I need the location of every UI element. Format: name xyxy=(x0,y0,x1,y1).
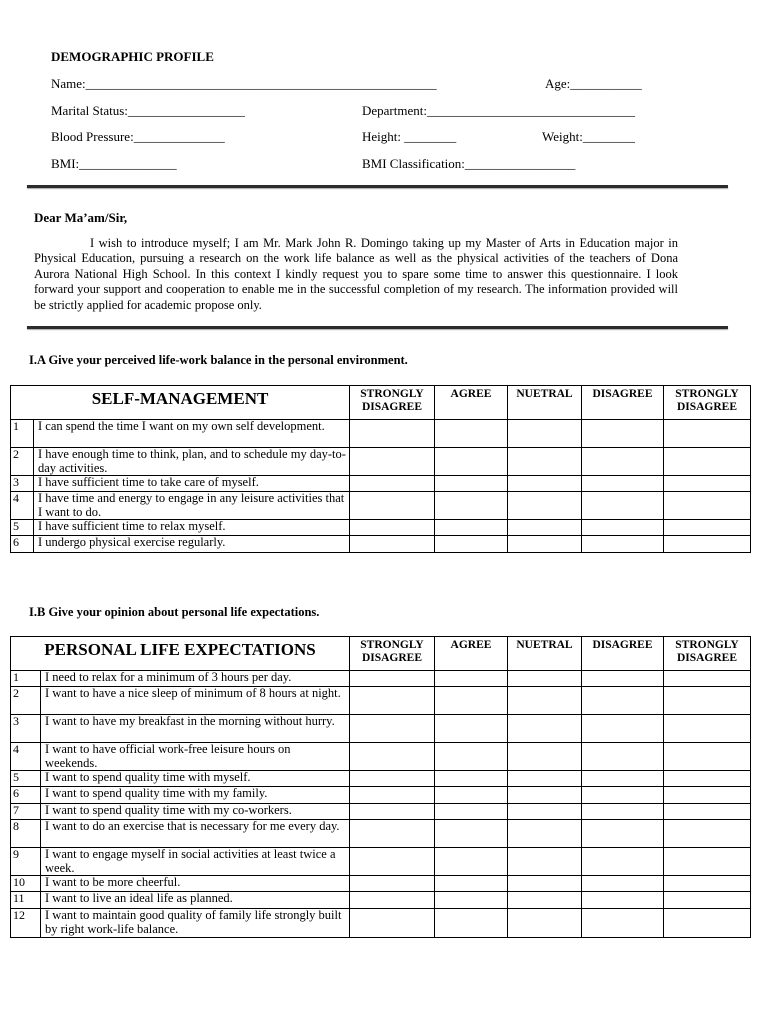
demographic-heading: DEMOGRAPHIC PROFILE xyxy=(51,49,214,64)
response-cell[interactable] xyxy=(508,804,582,820)
response-cell[interactable] xyxy=(435,715,508,743)
response-cell[interactable] xyxy=(435,687,508,715)
response-cell[interactable] xyxy=(508,771,582,787)
table-row xyxy=(11,771,751,787)
table-row xyxy=(11,892,751,909)
section-b-instruction: I.B Give your opinion about personal life expectations. xyxy=(29,605,320,619)
item-text: I want to be more cheerful. xyxy=(41,876,350,892)
item-text: I want to engage myself in social activities at least twice a week. xyxy=(41,848,350,876)
response-cell[interactable] xyxy=(664,804,751,820)
scale-strongly-disagree-2: STRONGLY DISAGREE xyxy=(664,637,751,671)
response-cell[interactable] xyxy=(582,520,664,536)
table-row xyxy=(11,492,751,520)
response-cell[interactable] xyxy=(508,687,582,715)
table-row xyxy=(11,476,751,492)
response-cell[interactable] xyxy=(664,492,751,520)
item-number: 3 xyxy=(11,715,41,743)
scale-neutral: NUETRAL xyxy=(508,386,582,420)
scale-strongly-disagree: STRONGLY DISAGREE xyxy=(350,637,435,671)
response-cell[interactable] xyxy=(664,476,751,492)
response-cell[interactable] xyxy=(508,892,582,909)
response-cell[interactable] xyxy=(664,743,751,771)
marital-status-field[interactable]: Marital Status:__________________ xyxy=(51,103,245,118)
response-cell[interactable] xyxy=(664,892,751,909)
item-number: 12 xyxy=(11,909,41,938)
response-cell[interactable] xyxy=(435,476,508,492)
item-text: I want to spend quality time with myself. xyxy=(41,771,350,787)
table-row xyxy=(11,520,751,536)
blood-pressure-field[interactable]: Blood Pressure:______________ xyxy=(51,129,225,144)
response-cell[interactable] xyxy=(508,671,582,687)
table-row xyxy=(11,420,751,448)
response-cell[interactable] xyxy=(508,787,582,804)
item-text: I have time and energy to engage in any leisure activities that I want to do. xyxy=(34,492,350,520)
response-cell[interactable] xyxy=(582,876,664,892)
response-cell[interactable] xyxy=(350,743,435,771)
letter-salutation: Dear Ma’am/Sir, xyxy=(34,210,128,225)
table-row xyxy=(11,687,751,715)
table-row xyxy=(11,804,751,820)
table-row xyxy=(11,671,751,687)
item-number: 2 xyxy=(11,687,41,715)
section-a-instruction: I.A Give your perceived life-work balance in the personal environment. xyxy=(29,353,408,367)
table-row xyxy=(11,820,751,848)
response-cell[interactable] xyxy=(582,492,664,520)
response-cell[interactable] xyxy=(664,771,751,787)
response-cell[interactable] xyxy=(582,848,664,876)
response-cell[interactable] xyxy=(508,820,582,848)
item-text: I need to relax for a minimum of 3 hours per day. xyxy=(41,671,350,687)
response-cell[interactable] xyxy=(435,520,508,536)
age-field[interactable]: Age:___________ xyxy=(545,76,642,91)
item-number: 6 xyxy=(11,787,41,804)
divider-top xyxy=(27,185,728,188)
table-title: SELF-MANAGEMENT xyxy=(11,386,350,420)
response-cell[interactable] xyxy=(582,820,664,848)
response-cell[interactable] xyxy=(435,771,508,787)
item-number: 3 xyxy=(11,476,34,492)
item-text: I want to maintain good quality of family life strongly built by right work-life balance. xyxy=(41,909,350,938)
response-cell[interactable] xyxy=(664,671,751,687)
response-cell[interactable] xyxy=(350,420,435,448)
response-cell[interactable] xyxy=(508,715,582,743)
response-cell[interactable] xyxy=(508,448,582,476)
item-number: 10 xyxy=(11,876,41,892)
table-row xyxy=(11,876,751,892)
height-field[interactable]: Height: ________ xyxy=(362,129,457,144)
item-number: 4 xyxy=(11,743,41,771)
item-number: 5 xyxy=(11,520,34,536)
response-cell[interactable] xyxy=(435,492,508,520)
item-text: I want to live an ideal life as planned. xyxy=(41,892,350,909)
response-cell[interactable] xyxy=(350,687,435,715)
table-row xyxy=(11,909,751,938)
table-header-row xyxy=(11,637,751,671)
response-cell[interactable] xyxy=(582,671,664,687)
table-header-row xyxy=(11,386,751,420)
response-cell[interactable] xyxy=(508,848,582,876)
item-text: I can spend the time I want on my own self development. xyxy=(34,420,350,448)
table-row xyxy=(11,536,751,553)
response-cell[interactable] xyxy=(508,743,582,771)
response-cell[interactable] xyxy=(582,448,664,476)
item-text: I want to do an exercise that is necessary for me every day. xyxy=(41,820,350,848)
response-cell[interactable] xyxy=(350,787,435,804)
item-number: 4 xyxy=(11,492,34,520)
scale-disagree: DISAGREE xyxy=(582,386,664,420)
response-cell[interactable] xyxy=(664,420,751,448)
item-number: 8 xyxy=(11,820,41,848)
response-cell[interactable] xyxy=(664,715,751,743)
response-cell[interactable] xyxy=(350,492,435,520)
response-cell[interactable] xyxy=(435,787,508,804)
item-text: I want to have a nice sleep of minimum of 8 hours at night. xyxy=(41,687,350,715)
response-cell[interactable] xyxy=(350,892,435,909)
response-cell[interactable] xyxy=(435,671,508,687)
response-cell[interactable] xyxy=(350,536,435,553)
response-cell[interactable] xyxy=(582,687,664,715)
response-cell[interactable] xyxy=(664,820,751,848)
response-cell[interactable] xyxy=(508,520,582,536)
response-cell[interactable] xyxy=(435,876,508,892)
response-cell[interactable] xyxy=(350,448,435,476)
scale-strongly-disagree-2: STRONGLY DISAGREE xyxy=(664,386,751,420)
item-number: 1 xyxy=(11,671,41,687)
response-cell[interactable] xyxy=(350,476,435,492)
response-cell[interactable] xyxy=(582,420,664,448)
response-cell[interactable] xyxy=(664,536,751,553)
weight-field[interactable]: Weight:________ xyxy=(542,129,635,144)
response-cell[interactable] xyxy=(664,448,751,476)
item-number: 6 xyxy=(11,536,34,553)
department-field[interactable]: Department:________________________________ xyxy=(362,103,635,118)
response-cell[interactable] xyxy=(664,687,751,715)
response-cell[interactable] xyxy=(435,743,508,771)
response-cell[interactable] xyxy=(508,536,582,553)
response-cell[interactable] xyxy=(582,536,664,553)
item-number: 1 xyxy=(11,420,34,448)
scale-neutral: NUETRAL xyxy=(508,637,582,671)
response-cell[interactable] xyxy=(435,420,508,448)
scale-strongly-disagree: STRONGLY DISAGREE xyxy=(350,386,435,420)
letter-body: I wish to introduce myself; I am Mr. Mark John R. Domingo taking up my Master of Arts in Education major in Physical Education, pursuing a research on the work life balance as well as the physical activities of the teachers of Dona Aurora National High School. In this context I kindly request you to spare some time to answer this questionnaire. I look forward your support and cooperation to enable me in the successful completion of my research. The information provided will be strictly applied for academic propose only. xyxy=(34,236,678,312)
response-cell[interactable] xyxy=(582,743,664,771)
item-text: I have sufficient time to relax myself. xyxy=(34,520,350,536)
item-text: I want to have official work-free leisure hours on weekends. xyxy=(41,743,350,771)
response-cell[interactable] xyxy=(664,520,751,536)
response-cell[interactable] xyxy=(508,909,582,938)
item-text: I want to have my breakfast in the morning without hurry. xyxy=(41,715,350,743)
scale-agree: AGREE xyxy=(435,637,508,671)
item-text: I want to spend quality time with my co-workers. xyxy=(41,804,350,820)
response-cell[interactable] xyxy=(508,876,582,892)
response-cell[interactable] xyxy=(350,671,435,687)
divider-bottom xyxy=(27,326,728,329)
response-cell[interactable] xyxy=(664,876,751,892)
item-number: 9 xyxy=(11,848,41,876)
response-cell[interactable] xyxy=(350,715,435,743)
response-cell[interactable] xyxy=(350,848,435,876)
response-cell[interactable] xyxy=(582,892,664,909)
table-title: PERSONAL LIFE EXPECTATIONS xyxy=(11,637,350,671)
response-cell[interactable] xyxy=(582,476,664,492)
response-cell[interactable] xyxy=(435,892,508,909)
response-cell[interactable] xyxy=(664,848,751,876)
bmi-field[interactable]: BMI:_______________ xyxy=(51,156,177,171)
personal-life-table xyxy=(10,636,751,938)
response-cell[interactable] xyxy=(508,420,582,448)
response-cell[interactable] xyxy=(664,909,751,938)
item-number: 7 xyxy=(11,804,41,820)
response-cell[interactable] xyxy=(508,476,582,492)
response-cell[interactable] xyxy=(350,876,435,892)
response-cell[interactable] xyxy=(664,787,751,804)
item-text: I have enough time to think, plan, and to schedule my day-to-day activities. xyxy=(34,448,350,476)
table-row xyxy=(11,715,751,743)
item-text: I undergo physical exercise regularly. xyxy=(34,536,350,553)
table-row xyxy=(11,448,751,476)
name-field[interactable]: Name:______________________________________________________ xyxy=(51,76,437,91)
scale-disagree: DISAGREE xyxy=(582,637,664,671)
response-cell[interactable] xyxy=(582,715,664,743)
item-number: 11 xyxy=(11,892,41,909)
self-management-table xyxy=(10,385,751,553)
response-cell[interactable] xyxy=(582,787,664,804)
item-number: 2 xyxy=(11,448,34,476)
scale-agree: AGREE xyxy=(435,386,508,420)
response-cell[interactable] xyxy=(435,804,508,820)
response-cell[interactable] xyxy=(435,536,508,553)
item-text: I have sufficient time to take care of myself. xyxy=(34,476,350,492)
response-cell[interactable] xyxy=(435,909,508,938)
item-text: I want to spend quality time with my family. xyxy=(41,787,350,804)
response-cell[interactable] xyxy=(350,520,435,536)
response-cell[interactable] xyxy=(582,804,664,820)
table-row xyxy=(11,787,751,804)
response-cell[interactable] xyxy=(435,448,508,476)
response-cell[interactable] xyxy=(582,909,664,938)
response-cell[interactable] xyxy=(350,909,435,938)
response-cell[interactable] xyxy=(435,820,508,848)
response-cell[interactable] xyxy=(350,820,435,848)
response-cell[interactable] xyxy=(582,771,664,787)
response-cell[interactable] xyxy=(350,804,435,820)
response-cell[interactable] xyxy=(350,771,435,787)
response-cell[interactable] xyxy=(508,492,582,520)
table-row xyxy=(11,743,751,771)
item-number: 5 xyxy=(11,771,41,787)
table-row xyxy=(11,848,751,876)
response-cell[interactable] xyxy=(435,848,508,876)
bmi-classification-field[interactable]: BMI Classification:_________________ xyxy=(362,156,576,171)
